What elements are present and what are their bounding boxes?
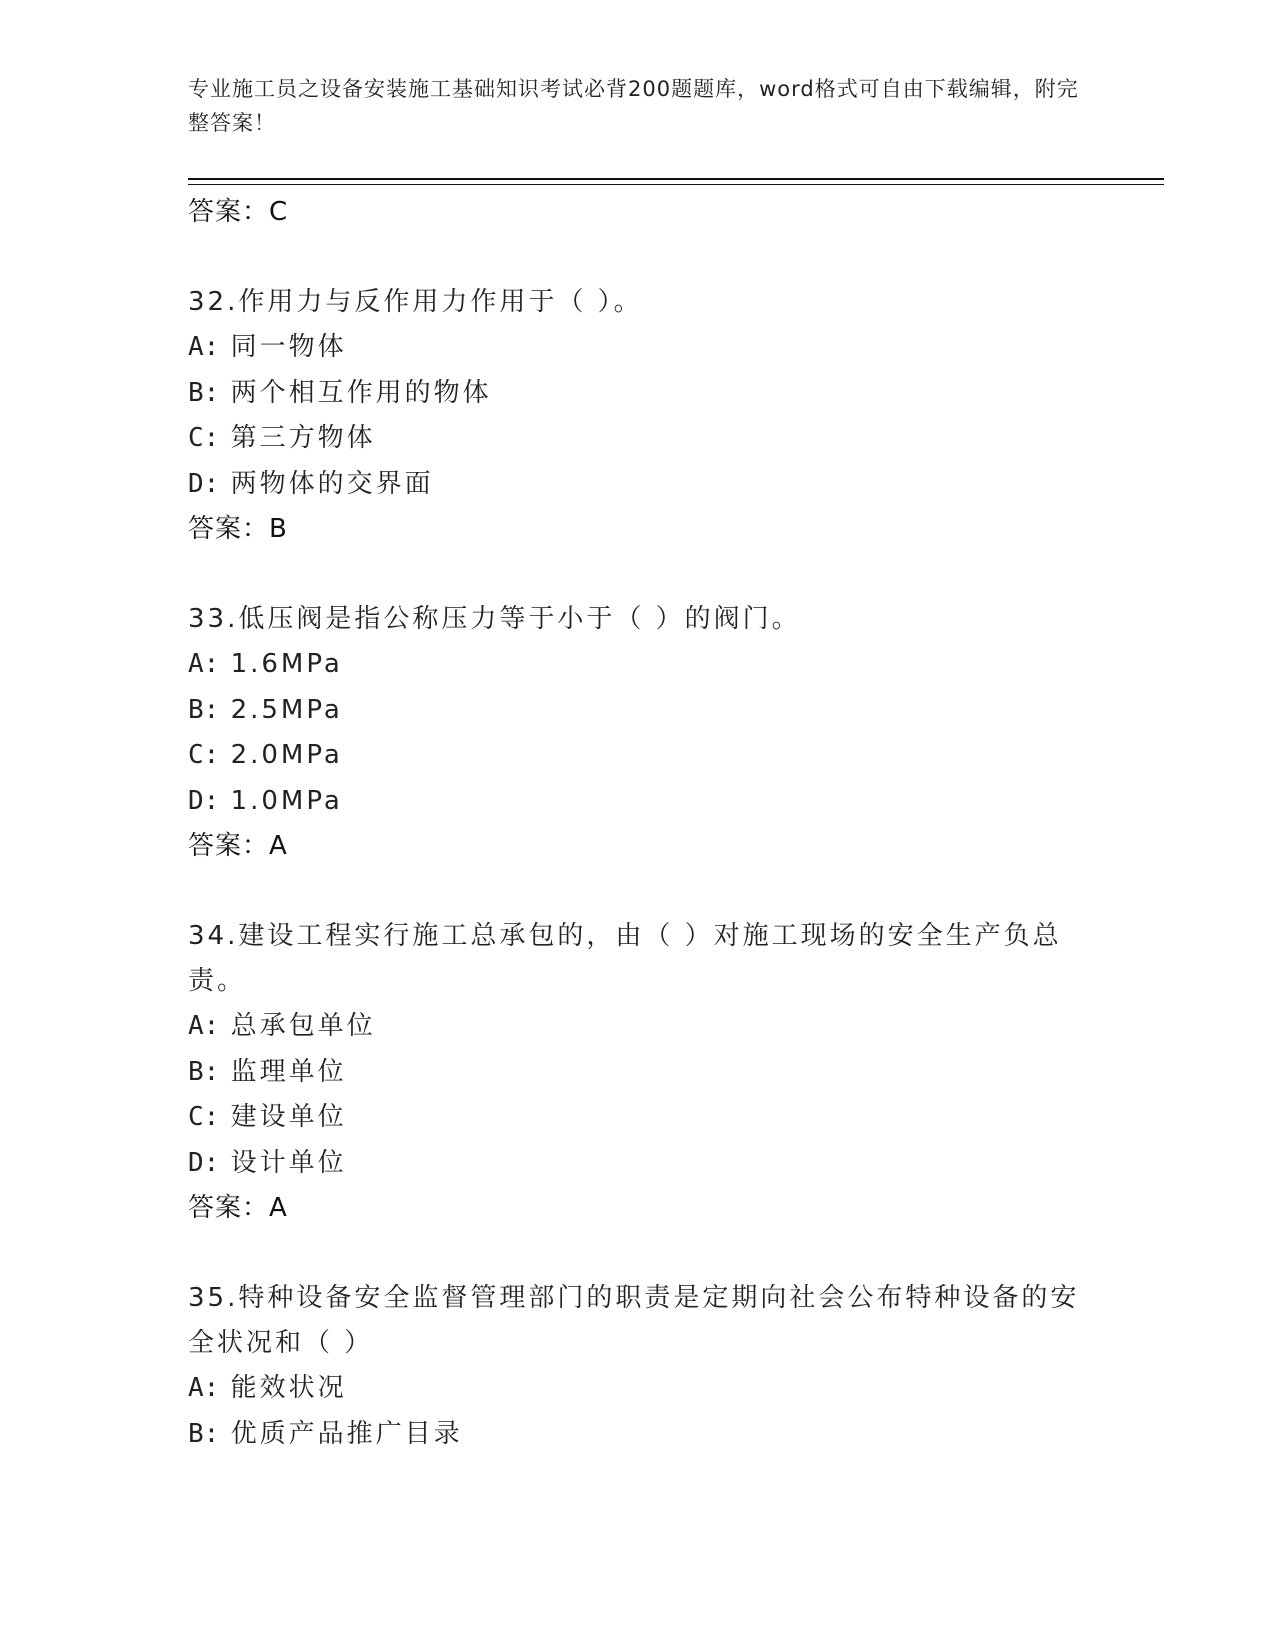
option-text: 监理单位 [230, 1056, 347, 1087]
option-b [188, 688, 1088, 734]
header-title: 专业施工员之设备安装施工基础知识考试必背200题题库，word格式可自由下载编辑，附完整答案！ [188, 77, 1079, 135]
answer-line [188, 507, 1088, 551]
option-text: 两物体的交界面 [230, 468, 434, 499]
option-text: 优质产品推广目录 [230, 1418, 463, 1449]
option-text: 2.5MPa [230, 694, 343, 725]
option-d [188, 779, 1088, 825]
option-b [188, 1050, 1088, 1096]
option-text: 两个相互作用的物体 [230, 377, 492, 408]
option-letter: B: [188, 694, 220, 725]
option-d [188, 462, 1088, 508]
option-letter: D: [188, 468, 220, 499]
question-block [188, 1276, 1088, 1457]
answer-label: 答案： [188, 514, 270, 544]
option-letter: C: [188, 423, 220, 453]
option-letter: A: [188, 649, 220, 679]
option-b [188, 1412, 1088, 1458]
question-block [188, 280, 1088, 551]
option-a [188, 642, 1088, 688]
question-text: 33.低压阀是指公称压力等于小于（ ）的阀门。 [188, 604, 801, 634]
option-letter: D: [188, 785, 220, 816]
option-text: 能效状况 [230, 1373, 347, 1403]
option-letter: A: [188, 332, 220, 362]
option-c [188, 416, 1088, 462]
answer-value: A [269, 1193, 288, 1223]
answer-label: 答案： [188, 197, 270, 227]
option-letter: B: [188, 1418, 220, 1449]
option-text: 2.0MPa [230, 740, 343, 770]
question-text: 35.特种设备安全监督管理部门的职责是定期向社会公布特种设备的安全状况和（ ） [188, 1283, 1080, 1358]
question-text: 32.作用力与反作用力作用于（ ）。 [188, 287, 643, 317]
option-letter: B: [188, 1056, 220, 1087]
option-letter: A: [188, 1373, 220, 1403]
question-list [188, 190, 1088, 1457]
question-block [188, 597, 1088, 868]
option-c [188, 1095, 1088, 1141]
answer-value: A [269, 831, 288, 861]
question-block [188, 914, 1088, 1230]
answer-line [188, 1186, 1088, 1230]
answer-line [188, 190, 1088, 234]
option-letter: D: [188, 1147, 220, 1178]
option-text: 1.6MPa [230, 649, 343, 679]
option-text: 第三方物体 [230, 423, 376, 453]
option-a [188, 1004, 1088, 1050]
option-d [188, 1141, 1088, 1187]
document-header [188, 72, 1088, 140]
header-divider-thin [188, 184, 1164, 185]
answer-value: B [269, 514, 288, 544]
option-text: 建设单位 [230, 1102, 347, 1132]
option-text: 同一物体 [230, 332, 347, 362]
answer-label: 答案： [188, 831, 270, 861]
answer-line [188, 824, 1088, 868]
option-letter: C: [188, 740, 220, 770]
option-letter: B: [188, 377, 220, 408]
option-text: 总承包单位 [230, 1011, 376, 1041]
option-c [188, 733, 1088, 779]
question-text: 34.建设工程实行施工总承包的，由（ ）对施工现场的安全生产负总责。 [188, 921, 1062, 996]
answer-label: 答案： [188, 1193, 270, 1223]
option-text: 设计单位 [230, 1147, 347, 1178]
answer-value: C [269, 197, 289, 227]
option-b [188, 371, 1088, 417]
option-letter: C: [188, 1102, 220, 1132]
option-text: 1.0MPa [230, 785, 343, 816]
option-letter: A: [188, 1011, 220, 1041]
option-a [188, 325, 1088, 371]
option-a [188, 1366, 1088, 1412]
header-divider-thick [188, 178, 1164, 180]
